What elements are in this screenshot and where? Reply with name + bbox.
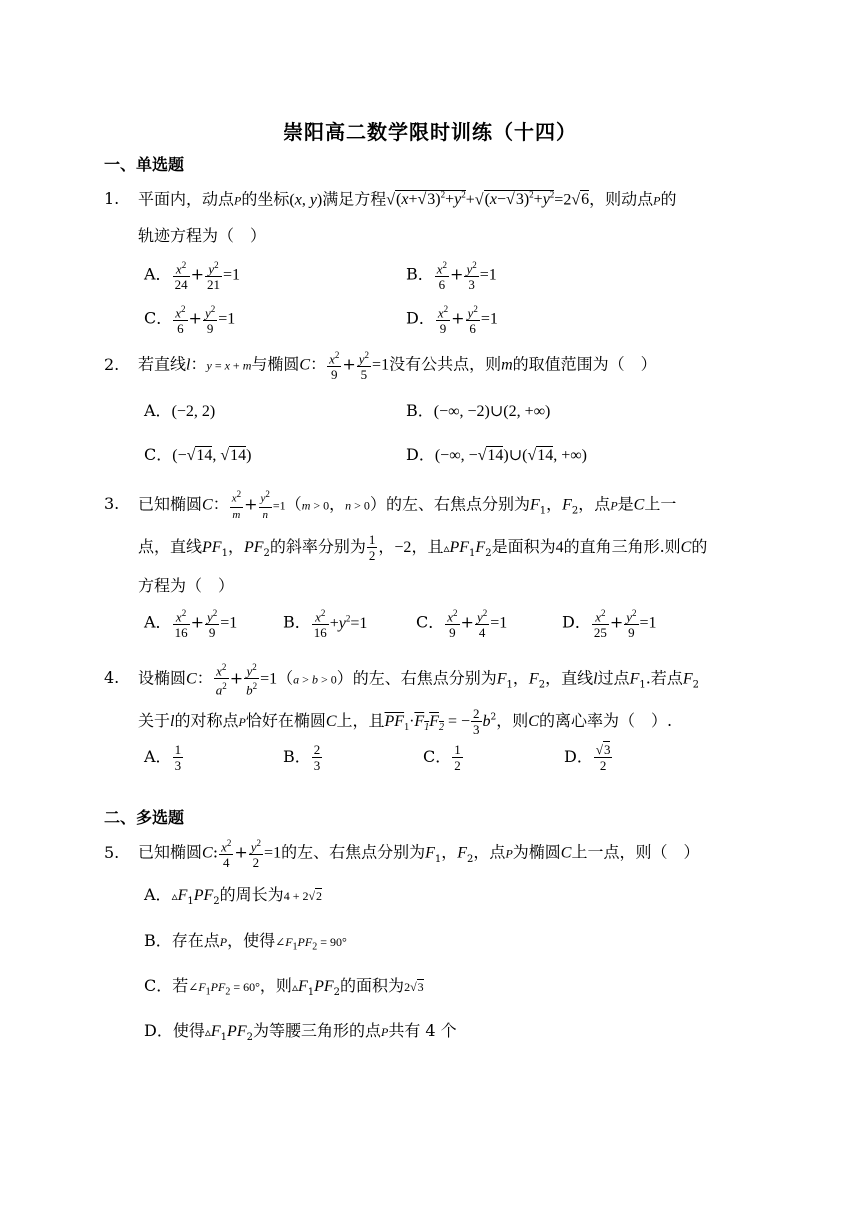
question-number: 1. [104,189,120,209]
equation: $√(x+√3)^2+y^2+√(x-√3)^2+y^2=2√6$ [386,190,590,209]
question-2: 2. 若直线l：y = x + m与椭圆C： $\frac{x^2}{9}$ + $\frac{y^2}{5}$ =1没有公共点，则m的取值范围为（ ） [104,350,657,383]
option-d: D．使得$▵F_1PF_2$为等腰三角形的点P共有 4 个 [144,1021,457,1044]
option-d: D． $\frac{√3}{2}$ [564,742,611,773]
question-number: 3. [104,494,120,514]
question-number: 2. [104,354,120,374]
option-d: D． $\frac{x^2}{25}$ + $\frac{y^2}{9}$ =1 [562,608,657,641]
option-b: B．存在点P，使得$\angle F_1PF_2 = 90^\circ$ [144,931,347,953]
option-c: C． $\frac{x^2}{9}$ + $\frac{y^2}{4}$ =1 [416,608,508,641]
question-1: 1. 平面内，动点P的坐标(x, y)满足方程$√(x+√3)^2+y^2+√(x-√3)^2+y^2=2√6$，则动点P的 [104,189,677,209]
option-d: D．(−∞, −√14)∪(√14, +∞) [406,445,588,464]
option-b: B．(−∞, −2)∪(2, +∞) [406,401,551,420]
option-c: C．若$\angle F_1PF_2 = 60^\circ$，则$▵F_1PF_2$的面积为2√3 [144,976,424,999]
question-3-line-3: 方程为（ ） [138,576,235,595]
question-number: 4. [104,668,120,688]
option-d: D． $\frac{x^2}{9}$ + $\frac{y^2}{6}$ =1 [406,304,498,337]
option-a: A． $\frac{x^2}{24}$ + $\frac{y^2}{21}$ =1 [144,260,240,293]
section-heading-single-choice: 一、单选题 [104,155,185,174]
option-c: C． $\frac{x^2}{6}$ + $\frac{y^2}{9}$ =1 [144,304,236,337]
option-a: A．(−2, 2) [144,401,216,420]
question-3: 3. 已知椭圆C： $\frac{x^2}{m}$ + $\frac{y^2}{n}$ =1（m > 0，n > 0）的左、右焦点分别为$F_1$，$F_2$，点P是C上一 [104,489,677,521]
page-title: 崇阳高二数学限时训练（十四） [283,120,577,144]
option-a: A． $\frac{x^2}{16}$ + $\frac{y^2}{9}$ =1 [144,608,238,641]
option-a: A． $\frac{1}{3}$ [144,742,182,773]
question-5: 5. 已知椭圆C: $\frac{x^2}{4}$ + $\frac{y^2}{2}$ =1的左、右焦点分别为$F_1$，$F_2$，点P为椭圆C上一点，则（ ） [104,838,700,871]
question-4: 4. 设椭圆C： $\frac{x^2}{a^2}$ + $\frac{y^2}{b^2}$ =1（a > b > 0）的左、右焦点分别为$F_1$，$F_2$，直线l过点$F_1$.若点$F_2$ [104,662,699,698]
question-3-line-2: 点，直线$PF_1$，$PF_2$的斜率分别为 $\frac{1}{2}$ ，−2，且$▵PF_1F_2$是面积为4的直角三角形.则C的 [138,532,708,563]
question-1-continued: 轨迹方程为（ ） [138,226,267,245]
option-b: B． $\frac{x^2}{16}$ $+y^2=1$ [283,608,368,641]
option-b: B． $\frac{2}{3}$ [283,742,321,773]
question-number: 5. [104,842,120,862]
question-4-line-2: 关于l的对称点P恰好在椭圆C上，且$\overline{PF}_1\cdot F_1F_2$ = − $\frac{2}{3}$ $b^2$，则C的离心率为（ ）. [138,706,673,737]
section-heading-multiple-choice: 二、多选题 [104,808,185,827]
option-a: A．$▵F_1PF_2$的周长为4 + 2√2 [144,885,323,908]
option-b: B． $\frac{x^2}{6}$ + $\frac{y^2}{3}$ =1 [406,260,497,293]
option-c: C．(−√14, √14) [144,445,252,464]
option-c: C． $\frac{1}{2}$ [423,742,461,773]
